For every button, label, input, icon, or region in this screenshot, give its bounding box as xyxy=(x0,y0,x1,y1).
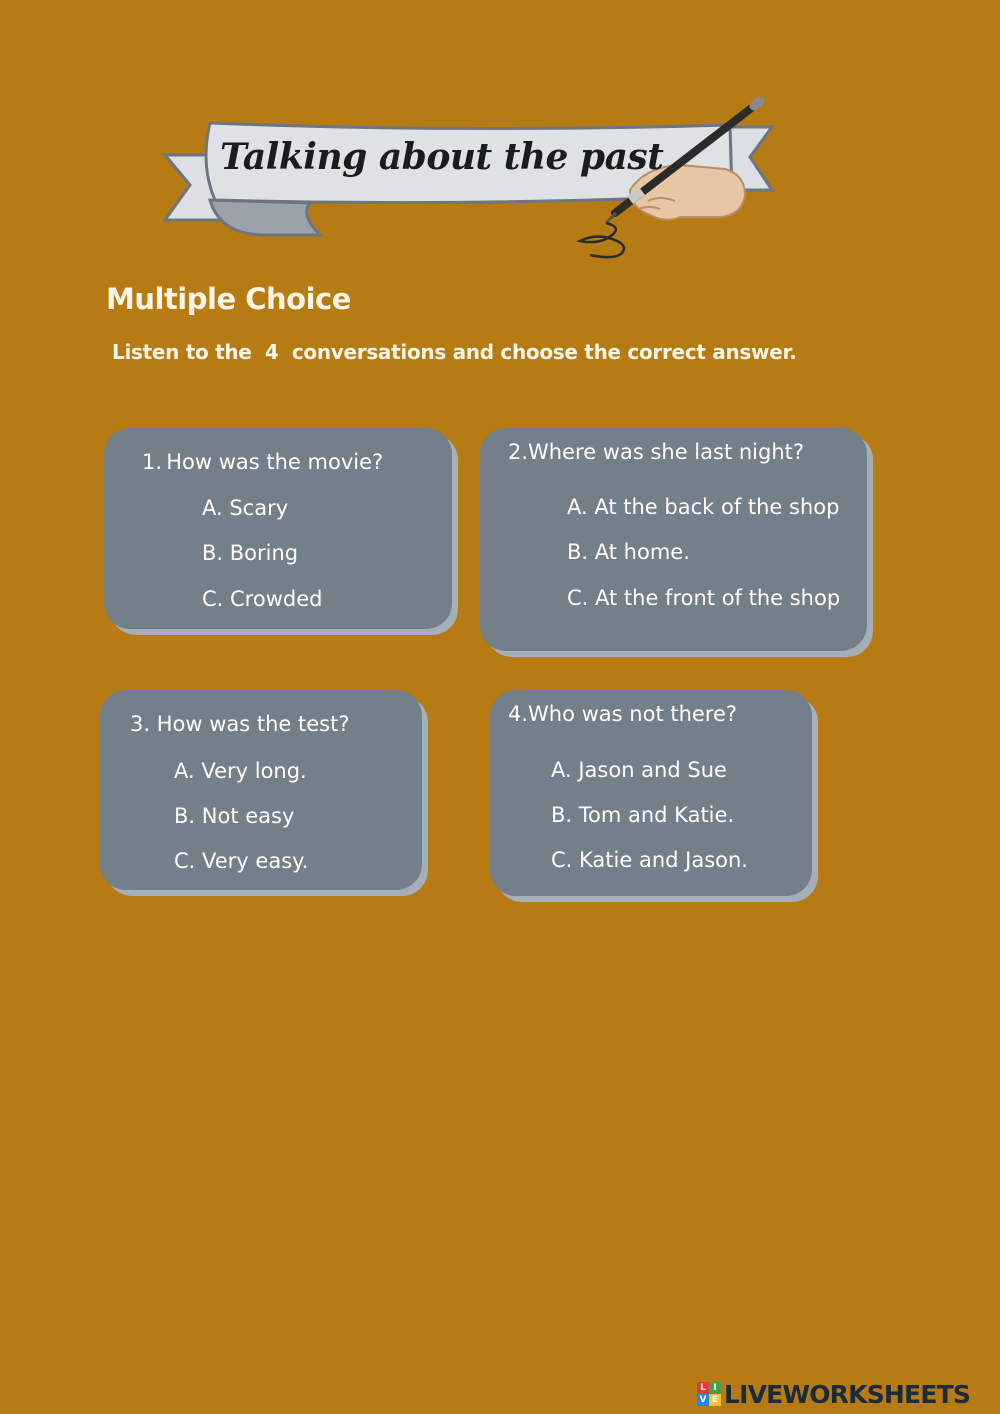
answer-option-c[interactable]: C. Very easy. xyxy=(174,849,309,873)
liveworksheets-logo[interactable] xyxy=(697,1379,970,1409)
answer-option-a[interactable]: A. Jason and Sue xyxy=(551,758,727,782)
logo-letter-i: I xyxy=(709,1382,721,1394)
page-title: Talking about the past xyxy=(220,136,664,178)
instructions-text: Listen to the 4 conversations and choose the correct answer. xyxy=(112,340,797,364)
question-text: 2.Where was she last night? xyxy=(508,440,805,464)
question-text: 1. How was the movie? xyxy=(142,450,384,474)
logo-text: LIVEWORKSHEETS xyxy=(724,1379,971,1409)
answer-option-b[interactable]: B. Tom and Katie. xyxy=(551,803,735,827)
logo-letter-e: E xyxy=(709,1394,721,1406)
answer-option-b[interactable]: B. Not easy xyxy=(174,804,295,828)
title-banner xyxy=(160,95,780,270)
logo-icon xyxy=(697,1382,721,1406)
answer-option-c[interactable]: C. At the front of the shop xyxy=(567,586,841,610)
question-text: 4.Who was not there? xyxy=(508,702,738,726)
answer-option-a[interactable]: A. At the back of the shop xyxy=(567,495,840,519)
answer-option-a[interactable]: A. Very long. xyxy=(174,759,307,783)
answer-option-c[interactable]: C. Katie and Jason. xyxy=(551,848,748,872)
answer-option-c[interactable]: C. Crowded xyxy=(202,587,323,611)
section-heading: Multiple Choice xyxy=(106,282,351,316)
logo-letter-v: V xyxy=(697,1394,709,1406)
question-card-1 xyxy=(104,428,452,629)
logo-letter-l: L xyxy=(697,1382,709,1394)
question-card-3 xyxy=(100,690,422,890)
question-text: 3. How was the test? xyxy=(130,712,350,736)
answer-option-b[interactable]: B. At home. xyxy=(567,540,690,564)
answer-option-a[interactable]: A. Scary xyxy=(202,496,289,520)
question-card-4 xyxy=(490,690,812,896)
answer-option-b[interactable]: B. Boring xyxy=(202,541,299,565)
question-card-2 xyxy=(480,428,867,651)
